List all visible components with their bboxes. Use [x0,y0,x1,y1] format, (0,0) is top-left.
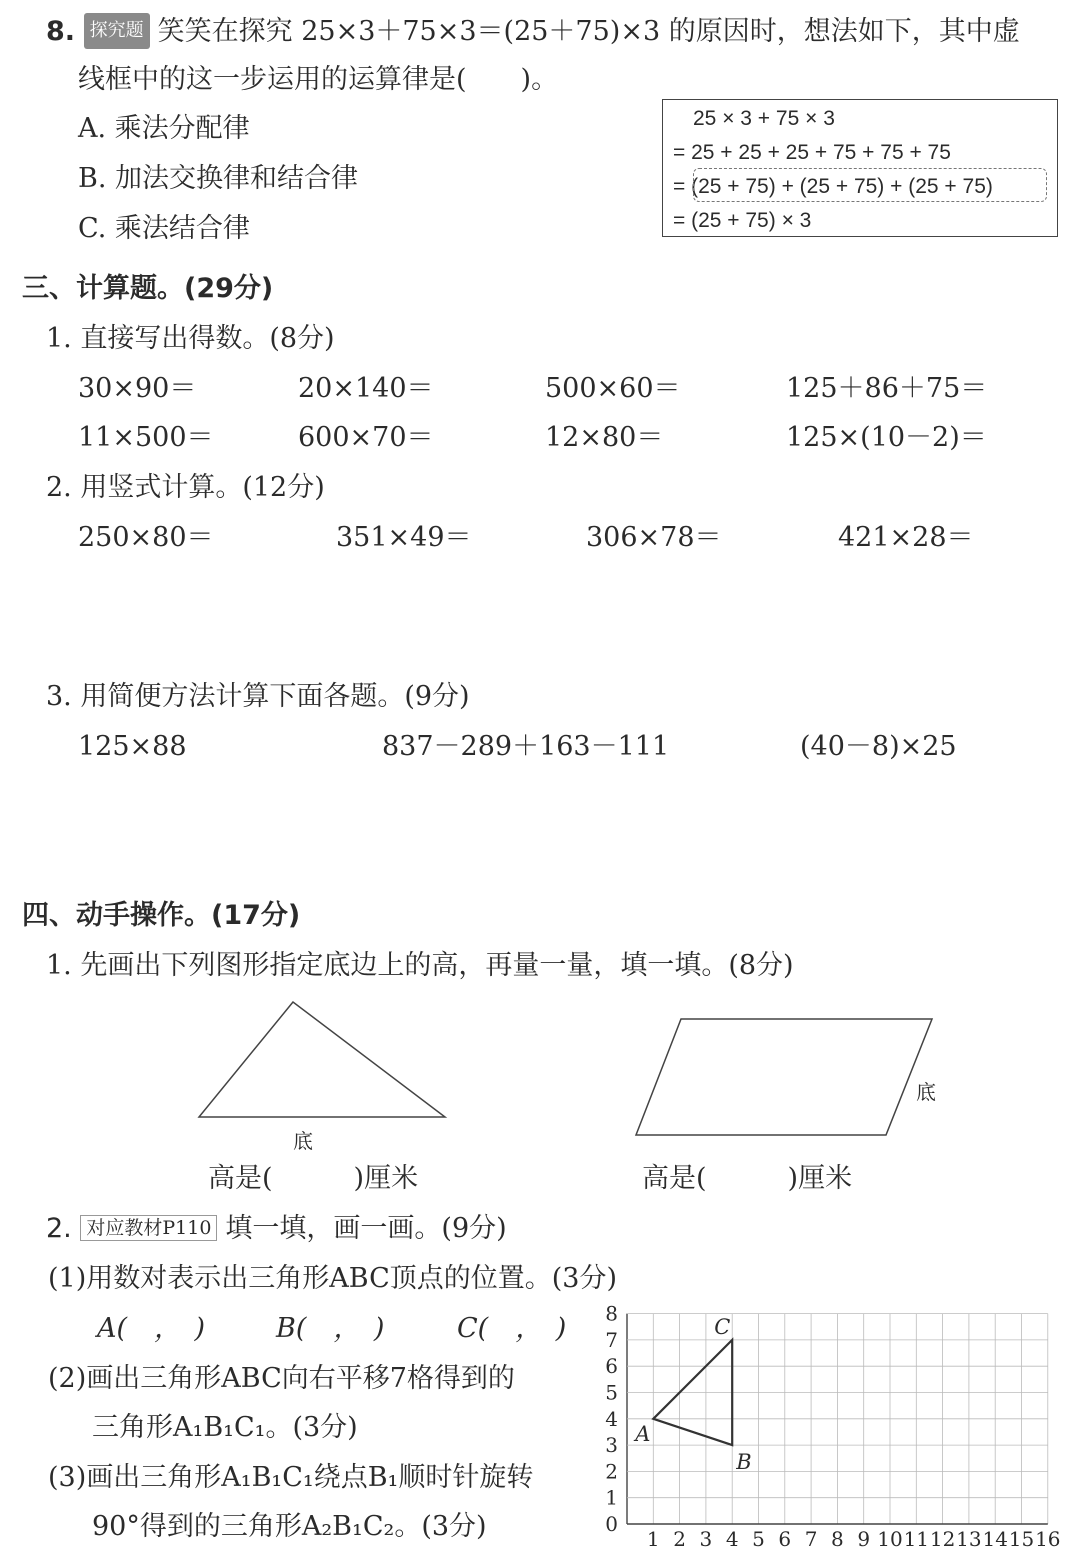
part-3-title: 3. 用简便方法计算下面各题。(9分) [46,681,470,712]
question-8 [46,13,1020,49]
section-4-title: 四、动手操作。(17分) [22,900,301,931]
vertical-calc-item: 250×80＝ [78,522,214,553]
x-tick-label: 6 [778,1527,792,1551]
y-tick-label: 8 [605,1301,618,1326]
x-tick-label: 9 [857,1527,871,1551]
triangle-base-label: 底 [293,1129,313,1153]
y-tick-label: 1 [605,1485,618,1510]
textbook-tag: 对应教材P110 [80,1215,217,1241]
calc-line-2: = 25 + 25 + 25 + 75 + 75 + 75 [673,141,951,164]
triangle-height-blank[interactable]: 高是( )厘米 [208,1163,419,1194]
coordinate-grid[interactable] [600,1296,1070,1552]
coord-b[interactable]: B( ， ) [276,1313,385,1344]
y-tick-label: 4 [605,1406,618,1431]
sub-question-3b: 90°得到的三角形A₂B₁C₂。(3分) [92,1511,487,1542]
oral-calc-item: 20×140＝ [298,373,434,404]
oral-calc-item: 30×90＝ [78,373,197,404]
option-c[interactable]: C. 乘法结合律 [78,213,250,244]
x-tick-label: 8 [831,1527,844,1551]
part-4-1-title: 1. 先画出下列图形指定底边上的高，再量一量，填一填。(8分) [46,950,794,981]
coord-a[interactable]: A( ， ) [97,1313,206,1344]
simplify-calc-item: 125×88 [78,731,187,762]
x-tick-label: 11 [903,1527,930,1551]
oral-calc-item: 11×500＝ [78,422,214,453]
part-4-2-text: 填一填，画一画。(9分) [225,1213,507,1244]
x-tick-label: 13 [956,1527,982,1551]
parallelogram-base-label: 底 [916,1080,936,1104]
vertical-calc-item: 351×49＝ [336,522,472,553]
calc-line-4: = (25 + 75) × 3 [673,209,812,232]
y-tick-label: 3 [605,1433,618,1458]
oral-calc-item: 125＋86＋75＝ [786,373,988,404]
x-tick-label: 2 [673,1527,686,1551]
part-4-2-title [46,1212,507,1246]
vertex-label-c: C [714,1314,731,1339]
x-tick-label: 5 [752,1527,765,1551]
y-tick-label: 2 [605,1459,618,1484]
x-tick-label: 1 [646,1527,660,1551]
option-b[interactable]: B. 加法交换律和结合律 [78,163,359,194]
calc-line-3: = (25 + 75) + (25 + 75) + (25 + 75) [673,175,993,198]
sub-question-2a: (2)画出三角形ABC向右平移7格得到的 [48,1363,515,1394]
x-tick-label: 10 [877,1527,903,1551]
part-4-2-number: 2. [46,1213,72,1244]
coord-c[interactable]: C( ， ) [457,1313,567,1344]
question-text-line2: 线框中的这一步运用的运算律是( )。 [78,64,559,95]
shapes-figure [0,990,1080,1160]
sub-question-3a: (3)画出三角形A₁B₁C₁绕点B₁顺时针旋转 [48,1462,534,1493]
parallelogram-shape [636,1019,932,1135]
calc-line-1: 25 × 3 + 75 × 3 [693,107,835,130]
option-a[interactable]: A. 乘法分配律 [78,113,250,144]
vertex-label-a: A [635,1421,651,1446]
part-2-title: 2. 用竖式计算。(12分) [46,472,325,503]
oral-calc-item: 600×70＝ [298,422,434,453]
y-tick-label: 6 [605,1354,618,1379]
section-3-title: 三、计算题。(29分) [22,273,274,304]
triangle-shape [199,1002,445,1117]
simplify-calc-item: (40－8)×25 [800,731,957,762]
x-tick-label: 4 [725,1527,739,1551]
x-tick-label: 3 [699,1527,713,1551]
vertex-label-b: B [736,1450,752,1475]
oral-calc-item: 12×80＝ [545,422,664,453]
x-tick-label: 14 [982,1527,1008,1551]
calculation-box [662,99,1058,237]
vertical-calc-item: 306×78＝ [586,522,722,553]
y-tick-label: 7 [605,1327,618,1352]
simplify-calc-item: 837－289＋163－111 [382,731,670,762]
dashed-highlight-box [693,168,1047,202]
x-tick-label: 16 [1035,1527,1061,1551]
x-tick-label: 7 [804,1527,818,1551]
oral-calc-item: 125×(10－2)＝ [786,422,987,453]
explore-badge: 探究题 [84,13,150,49]
parallelogram-height-blank[interactable]: 高是( )厘米 [642,1163,853,1194]
y-tick-label: 0 [605,1512,618,1536]
x-tick-label: 15 [1008,1527,1035,1551]
question-number: 8. [46,16,76,47]
x-tick-label: 12 [929,1527,956,1551]
part-1-title: 1. 直接写出得数。(8分) [46,323,335,354]
vertical-calc-item: 421×28＝ [838,522,974,553]
question-text-line1: 笑笑在探究 25×3＋75×3＝(25＋75)×3 的原因时，想法如下，其中虚 [157,16,1020,47]
oral-calc-item: 500×60＝ [545,373,681,404]
sub-question-2b: 三角形A₁B₁C₁。(3分) [92,1412,358,1443]
y-tick-label: 5 [605,1380,618,1405]
sub-question-1: (1)用数对表示出三角形ABC顶点的位置。(3分) [48,1263,617,1294]
